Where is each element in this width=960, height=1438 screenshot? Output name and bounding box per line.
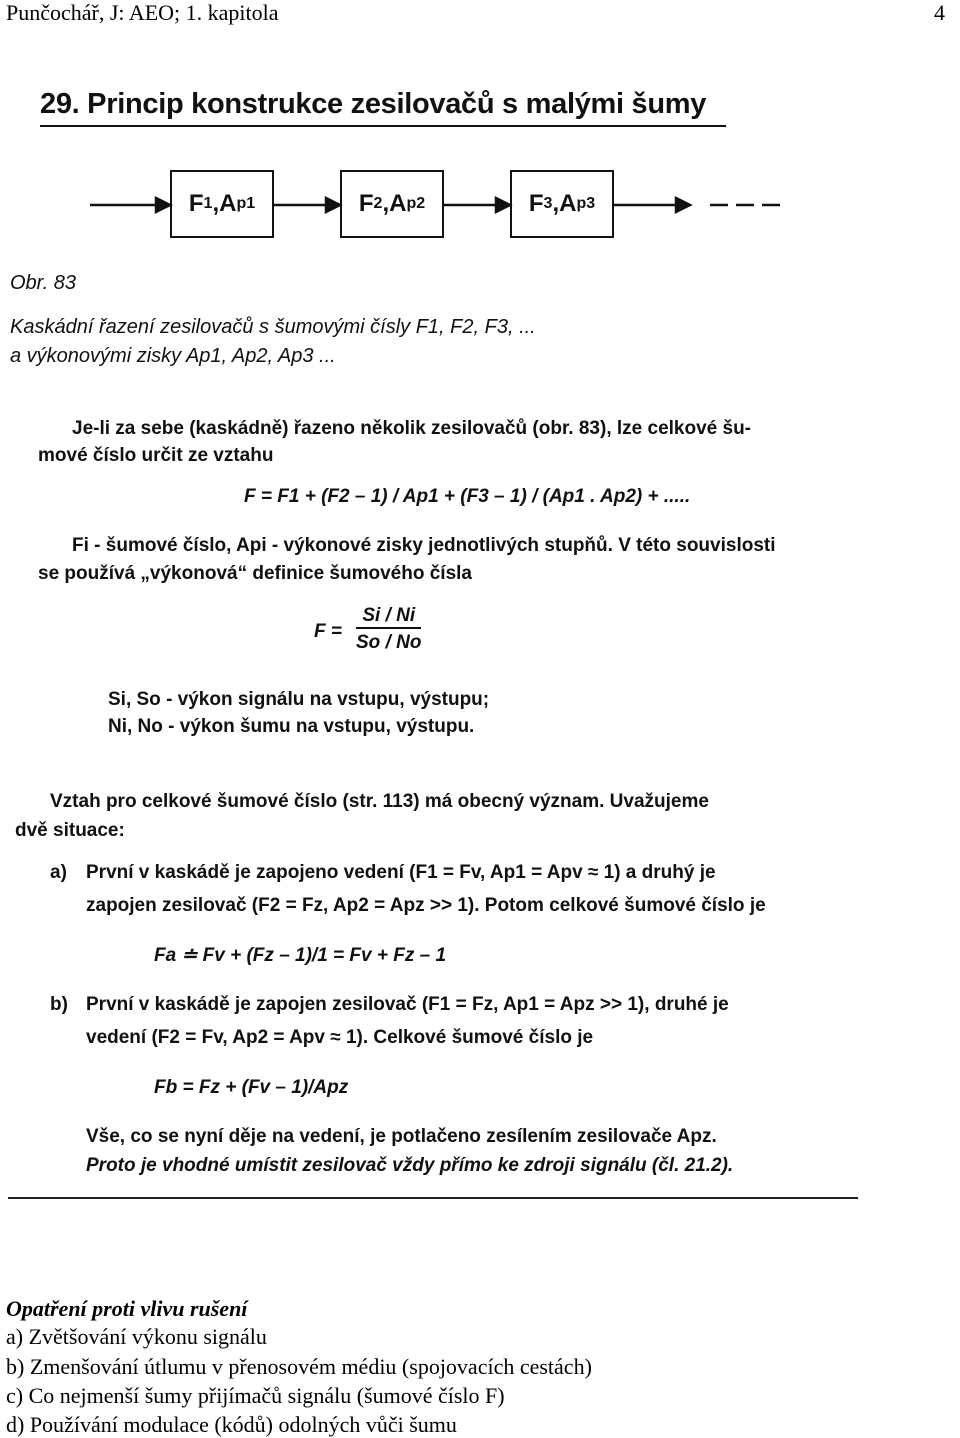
case-b-label: b) bbox=[50, 994, 68, 1015]
equation-noise-definition-fraction bbox=[356, 606, 421, 652]
case-a-label: a) bbox=[50, 862, 67, 883]
arrow-icon bbox=[326, 198, 340, 212]
equation-noise-definition-lhs: F = bbox=[314, 621, 342, 642]
figure-caption-line2: a výkonovými zisky Ap1, Ap2, Ap3 ... bbox=[10, 345, 336, 367]
section-title: 29. Princip konstrukce zesilovačů s malými šumy bbox=[40, 88, 707, 120]
arrow-icon bbox=[496, 198, 510, 212]
arrow-icon bbox=[156, 198, 170, 212]
title-underline bbox=[40, 125, 726, 127]
fraction-numerator: Si / Ni bbox=[356, 606, 421, 629]
case-b-line2: vedení (F2 = Fv, Ap2 = Apv ≈ 1). Celkové šumové číslo je bbox=[86, 1027, 594, 1048]
paragraph-3-line2: dvě situace: bbox=[15, 820, 125, 841]
case-a-line2: zapojen zesilovač (F2 = Fz, Ap2 = Apz >> 1). Potom celkové šumové číslo je bbox=[86, 895, 766, 916]
case-a-line1: První v kaskádě je zapojeno vedení (F1 = Fv, Ap1 = Apv ≈ 1) a druhý je bbox=[86, 862, 716, 883]
figure-label: Obr. 83 bbox=[10, 272, 76, 294]
paragraph-2-line2: se používá „výkonová“ definice šumového čísla bbox=[38, 563, 472, 584]
paragraph-4-line1: Vše, co se nyní děje na vedení, je potlačeno zesílením zesilovače Apz. bbox=[86, 1126, 717, 1147]
notes-item-a: a) Zvětšování výkonu signálu bbox=[6, 1324, 267, 1349]
amplifier-block-1: F 1 , A p1 bbox=[170, 170, 274, 238]
fraction-denominator: So / No bbox=[356, 632, 422, 653]
equation-cascade-noise: F = F1 + (F2 – 1) / Ap1 + (F3 – 1) / (Ap1 . Ap2) + ..... bbox=[244, 486, 691, 507]
paragraph-1-line1: Je-li za sebe (kaskádně) řazeno několik zesilovačů (obr. 83), lze celkové šu- bbox=[72, 418, 752, 439]
arrow-icon bbox=[676, 198, 690, 212]
amplifier-block-2: F 2 , A p2 bbox=[340, 170, 444, 238]
paragraph-2-line1: Fi - šumové číslo, Api - výkonové zisky jednotlivých stupňů. V této souvislosti bbox=[72, 535, 776, 556]
definition-signal: Si, So - výkon signálu na vstupu, výstupu; bbox=[108, 689, 490, 710]
page-number: 4 bbox=[934, 0, 945, 25]
notes-item-b: b) Zmenšování útlumu v přenosovém médiu (spojovacích cestách) bbox=[6, 1354, 592, 1379]
figure-caption-line1: Kaskádní řazení zesilovačů s šumovými čísly F1, F2, F3, ... bbox=[10, 316, 536, 338]
definition-noise: Ni, No - výkon šumu na vstupu, výstupu. bbox=[108, 716, 475, 737]
equation-case-a: Fa ≐ Fv + (Fz – 1)/1 = Fv + Fz – 1 bbox=[154, 945, 447, 966]
case-b-line1: První v kaskádě je zapojen zesilovač (F1 = Fz, Ap1 = Apz >> 1), druhé je bbox=[86, 994, 729, 1015]
page-header-author: Punčochář, J: AEO; 1. kapitola bbox=[6, 0, 279, 25]
paragraph-3-line1: Vztah pro celkové šumové číslo (str. 113) má obecný význam. Uvažujeme bbox=[50, 791, 709, 812]
notes-heading: Opatření proti vlivu rušení bbox=[6, 1296, 248, 1321]
paragraph-4-line2: Proto je vhodné umístit zesilovač vždy přímo ke zdroji signálu (čl. 21.2). bbox=[86, 1155, 734, 1176]
paragraph-1-line2: mové číslo určit ze vztahu bbox=[38, 445, 274, 466]
amplifier-block-3: F 3 , A p3 bbox=[510, 170, 614, 238]
equation-case-b: Fb = Fz + (Fv – 1)/Apz bbox=[154, 1077, 349, 1098]
notes-item-d: d) Používání modulace (kódů) odolných vůči šumu bbox=[6, 1412, 457, 1437]
scan-bottom-rule bbox=[8, 1197, 858, 1199]
notes-item-c: c) Co nejmenší šumy přijímačů signálu (šumové číslo F) bbox=[6, 1383, 505, 1408]
